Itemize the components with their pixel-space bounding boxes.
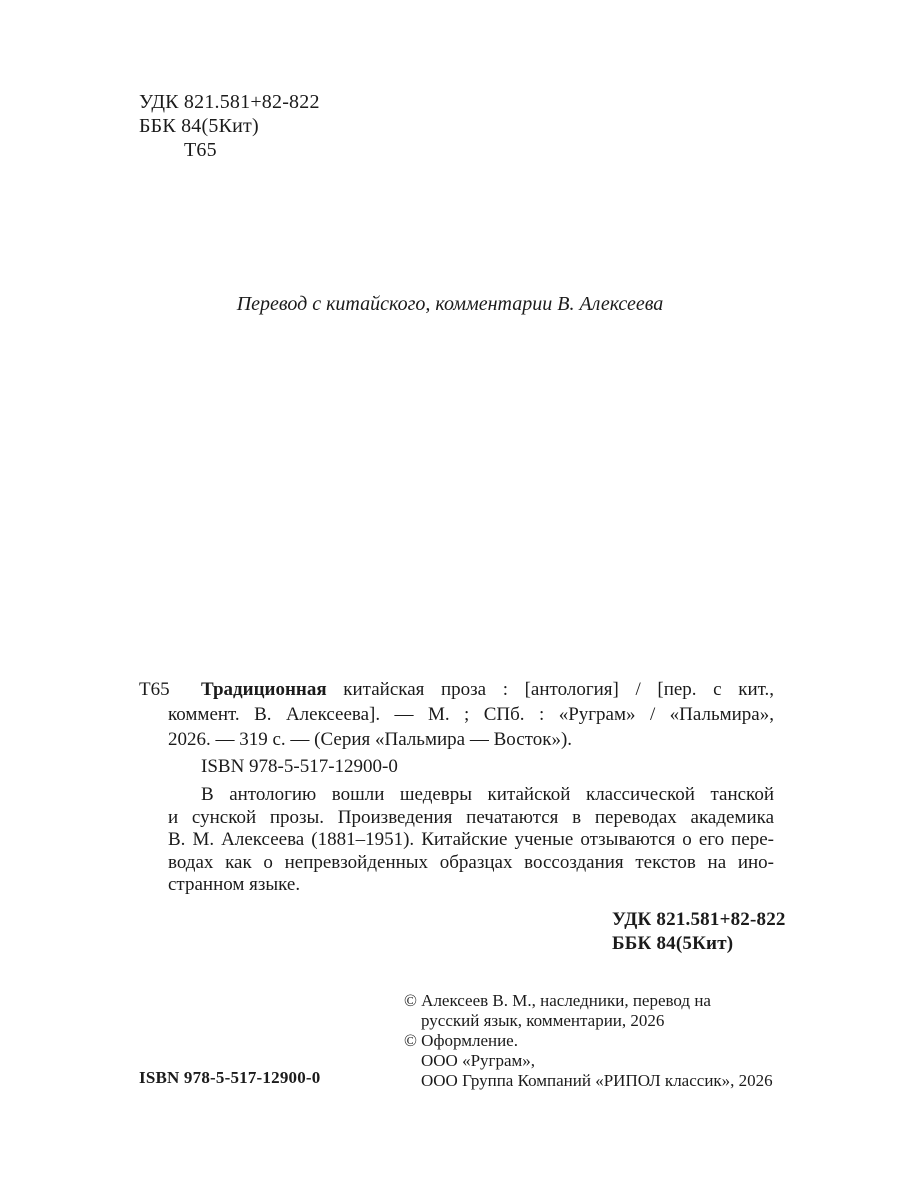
- card-author-sign: Т65: [139, 679, 170, 700]
- codes-right-block: [612, 908, 786, 956]
- copyright-line: русский язык, комментарии, 2026: [421, 1011, 665, 1030]
- author-sign-code: Т65: [184, 139, 217, 161]
- annotation-line: водах как о непревзойденных образцах воссоздания текстов на ино-: [168, 851, 774, 873]
- copyright-line: © Алексеев В. М., наследники, перевод на: [404, 991, 711, 1010]
- card-line-3: 2026. — 319 с. — (Серия «Пальмира — Восток»).: [168, 729, 573, 750]
- top-codes-block: [139, 90, 320, 162]
- copyright-line: © Оформление.: [404, 1031, 518, 1050]
- annotation-line: В антологию вошли шедевры китайской классической танской: [201, 784, 774, 805]
- annotation-line: странном языке.: [168, 874, 301, 895]
- copyright-line: ООО Группа Компаний «РИПОЛ классик», 2026: [421, 1071, 773, 1090]
- isbn-line: ISBN 978-5-517-12900-0: [201, 756, 398, 777]
- udc-code-right: УДК 821.581+82-822: [612, 909, 786, 930]
- copyright-block: [404, 991, 789, 1091]
- card-line-1: [168, 677, 774, 702]
- copyright-line: ООО «Руграм»,: [421, 1051, 536, 1070]
- annotation-paragraph: [168, 784, 774, 897]
- card-line-2: коммент. В. Алексеева]. — М. ; СПб. : «Руграм» / «Пальмира»,: [168, 704, 774, 725]
- annotation-line: В. М. Алексеева (1881–1951). Китайские ученые отзываются о его пере-: [168, 829, 774, 850]
- card-line-1-rest: китайская проза : [антология] / [пер. с кит.,: [326, 679, 774, 700]
- isbn-bottom: ISBN 978-5-517-12900-0: [139, 1068, 321, 1087]
- annotation-line: и сунской прозы. Произведения печатаются в переводах академика: [168, 806, 774, 828]
- bbk-code: ББК 84(5Кит): [139, 115, 259, 137]
- translator-credit-line: Перевод с китайского, комментарии В. Алексеева: [236, 293, 664, 315]
- catalog-card: [139, 677, 774, 779]
- card-title-bold: Традиционная: [201, 679, 327, 700]
- udc-code: УДК 821.581+82-822: [139, 91, 320, 113]
- bbk-code-right: ББК 84(5Кит): [612, 933, 734, 954]
